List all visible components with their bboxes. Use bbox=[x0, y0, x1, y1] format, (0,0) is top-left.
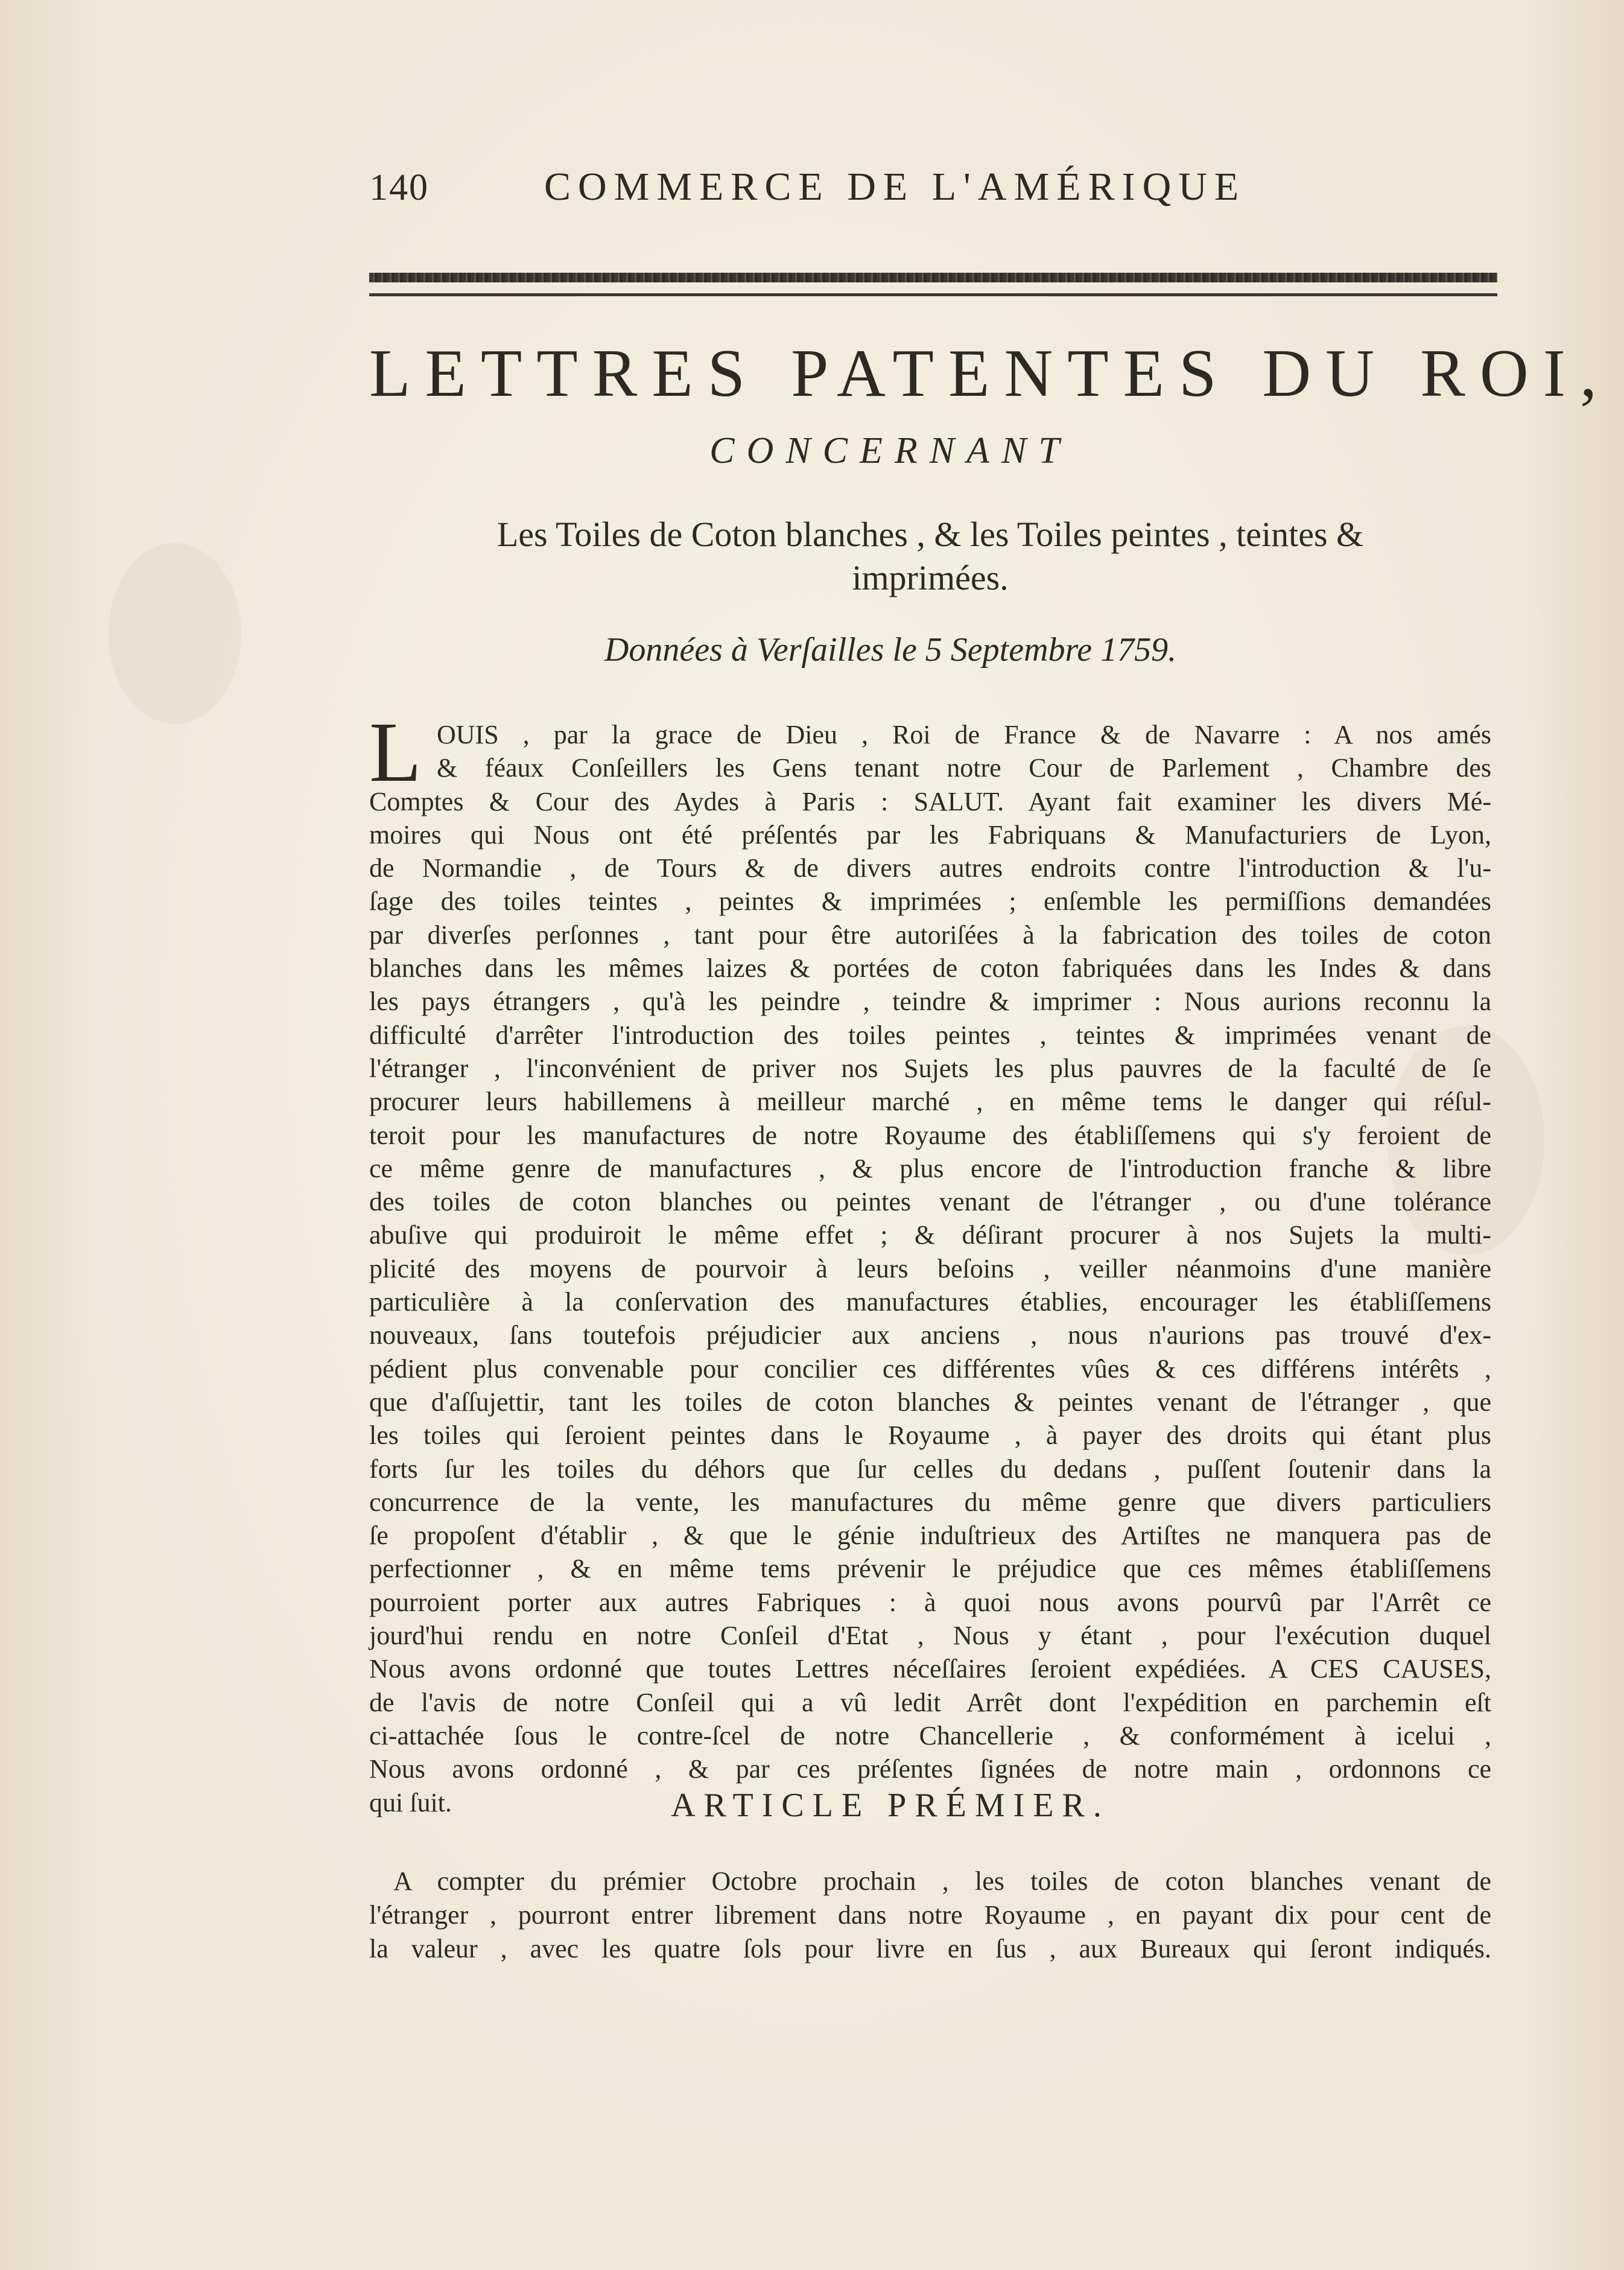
text-line: ſe propoſent d'établir , & que le génie induſtrieux des Artiſtes ne manquera pas de bbox=[369, 1521, 1491, 1551]
text-line: Nous avons ordonné , & par ces préſentes ſignées de notre main , ordonnons ce bbox=[369, 1754, 1491, 1784]
text-line: Comptes & Cour des Aydes à Paris : SALUT. Ayant fait examiner les divers Mé- bbox=[369, 786, 1491, 816]
thin-rule bbox=[369, 293, 1497, 296]
text-line: la valeur , avec les quatre ſols pour livre en ſus , aux Bureaux qui ſeront indiqués. bbox=[369, 1934, 1491, 1963]
text-line: A compter du prémier Octobre prochain , les toiles de coton blanches venant de bbox=[393, 1866, 1491, 1896]
text-line: particulière à la conſervation des manufactures établies, encourager les établiſſemens bbox=[369, 1287, 1491, 1317]
text-line: forts ſur les toiles du déhors que ſur celles du dedans , puſſent ſoutenir dans la bbox=[369, 1454, 1491, 1484]
text-line: teroit pour les manufactures de notre Royaume des établiſſemens qui s'y feroient de bbox=[369, 1120, 1491, 1150]
drop-cap: L bbox=[369, 704, 422, 800]
page-header bbox=[369, 162, 1503, 216]
subtitle-line: Les Toiles de Coton blanches , & les Toiles peintes , teintes & bbox=[496, 515, 1364, 554]
text-line: pédient plus convenable pour concilier ces différentes vûes & ces différens intérêts , bbox=[369, 1353, 1491, 1384]
text-line: jourd'hui rendu en notre Conſeil d'Etat , Nous y étant , pour l'exécution duquel bbox=[369, 1621, 1491, 1651]
subtitle bbox=[369, 513, 1491, 600]
text-line: difficulté d'arrêter l'introduction des toiles peintes , teintes & imprimées venant de bbox=[369, 1020, 1491, 1050]
page-number: 140 bbox=[369, 167, 429, 208]
text-line: nouveaux, ſans toutefois préjudicier aux anciens , nous n'aurions pas trouvé d'ex- bbox=[369, 1320, 1491, 1350]
text-line: par diverſes perſonnes , tant pour être autoriſées à la fabrication des toiles de coton bbox=[369, 920, 1491, 950]
text-line: des toiles de coton blanches ou peintes venant de l'étranger , ou d'une tolérance bbox=[369, 1187, 1491, 1217]
document-title: LETTRES PATENTES DU ROI, bbox=[369, 336, 1612, 411]
concernant-heading: CONCERNANT bbox=[709, 430, 1071, 471]
text-line: les pays étrangers , qu'à les peindre , teindre & imprimer : Nous aurions reconnu la bbox=[369, 987, 1491, 1017]
text-line: Nous avons ordonné que toutes Lettres néceſſaires ſeroient expédiées. A CES CAUSES, bbox=[369, 1654, 1491, 1684]
text-line: procurer leurs habillemens à meilleur marché , en même tems le danger qui réſul- bbox=[369, 1087, 1491, 1117]
text-line: & féaux Conſeillers les Gens tenant notre Cour de Parlement , Chambre des bbox=[437, 753, 1491, 783]
ornamental-rule bbox=[369, 273, 1497, 282]
article-heading: ARTICLE PRÉMIER. bbox=[671, 1787, 1110, 1824]
dateline: Données à Verſailles le 5 Septembre 1759. bbox=[604, 631, 1177, 669]
text-line: les toiles qui ſeroient peintes dans le Royaume , à payer des droits qui étant plus bbox=[369, 1420, 1491, 1451]
text-line: l'étranger , l'inconvénient de priver nos Sujets les plus pauvres de la faculté de ſe bbox=[369, 1053, 1491, 1083]
subtitle-line: imprimées. bbox=[852, 558, 1009, 597]
text-line: OUIS , par la grace de Dieu , Roi de France & de Navarre : A nos amés bbox=[437, 720, 1491, 749]
preamble-paragraph bbox=[369, 704, 1491, 1819]
text-line: de l'avis de notre Conſeil qui a vû ledit Arrêt dont l'expédition en parchemin eſt bbox=[369, 1687, 1491, 1717]
running-head: COMMERCE DE L'AMÉRIQUE bbox=[544, 165, 1246, 209]
text-line: abuſive qui produiroit le même effet ; & déſirant procurer à nos Sujets la multi- bbox=[369, 1220, 1491, 1250]
text-line: qui ſuit. bbox=[369, 1787, 452, 1817]
text-line: que d'aſſujettir, tant les toiles de coton blanches & peintes venant de l'étranger , que bbox=[369, 1387, 1491, 1417]
text-line: ſage des toiles teintes , peintes & imprimées ; enſemble les permiſſions demandées bbox=[369, 886, 1491, 917]
text-line: pourroient porter aux autres Fabriques : à quoi nous avons pourvû par l'Arrêt ce bbox=[369, 1587, 1491, 1617]
text-line: l'étranger , pourront entrer librement dans notre Royaume , en payant dix pour cent de bbox=[369, 1900, 1491, 1930]
article-paragraph bbox=[369, 1865, 1491, 1966]
text-line: perfectionner , & en même tems prévenir le préjudice que ces mêmes établiſſemens bbox=[369, 1554, 1491, 1584]
text-line: concurrence de la vente, les manufactures du même genre que divers particuliers bbox=[369, 1487, 1491, 1517]
text-line: ci-attachée ſous le contre-ſcel de notre Chancellerie , & conformément à icelui , bbox=[369, 1720, 1491, 1750]
text-line: de Normandie , de Tours & de divers autres endroits contre l'introduction & l'u- bbox=[369, 853, 1491, 883]
text-line: moires qui Nous ont été préſentés par les Fabriquans & Manufacturiers de Lyon, bbox=[369, 819, 1491, 850]
text-line: blanches dans les mêmes laizes & portées de coton fabriquées dans les Indes & dans bbox=[369, 953, 1491, 984]
text-line: ce même genre de manufactures , & plus encore de l'introduction franche & libre bbox=[369, 1153, 1491, 1183]
text-line: plicité des moyens de pourvoir à leurs beſoins , veiller néanmoins d'une manière bbox=[369, 1253, 1491, 1283]
